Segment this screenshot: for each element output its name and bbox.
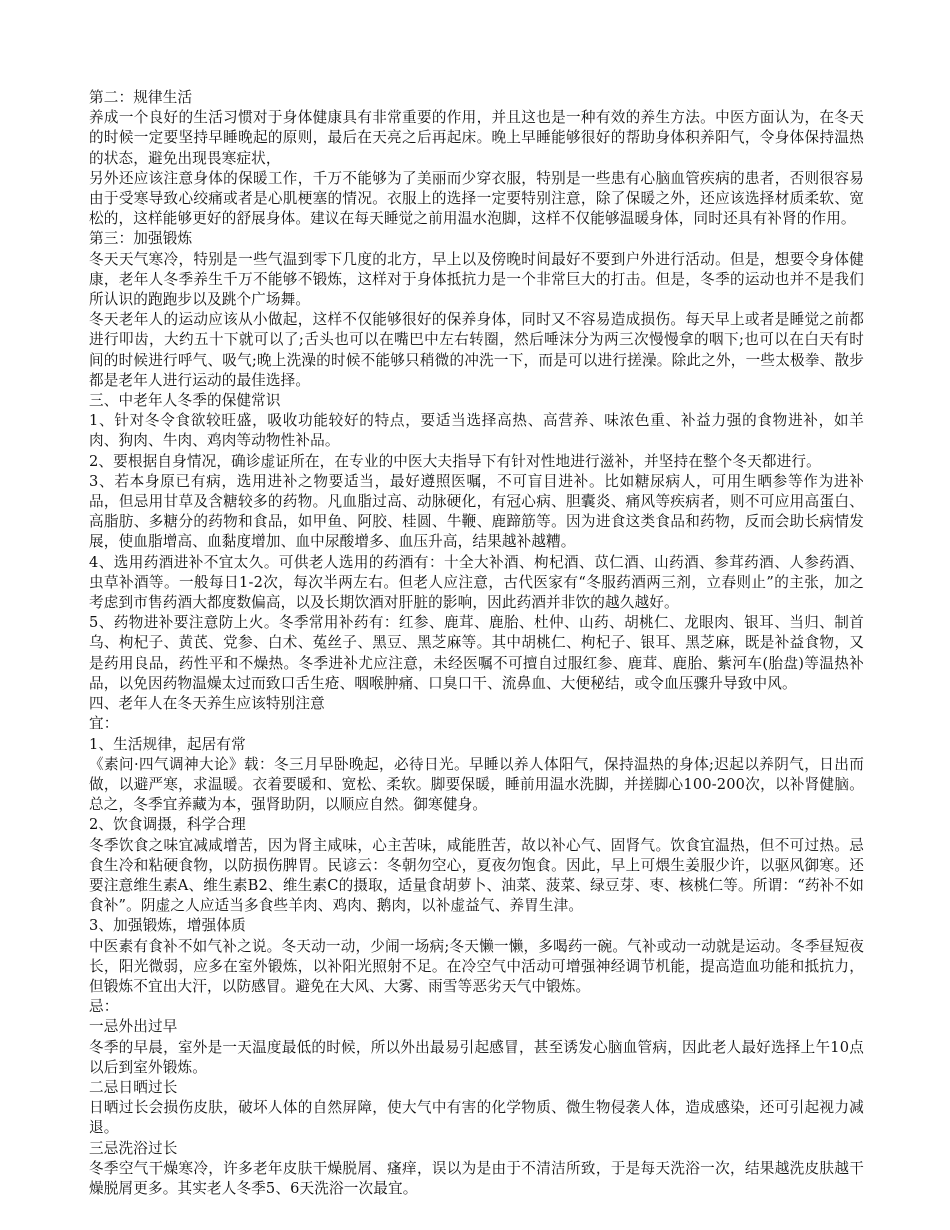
subsection-label: 忌： xyxy=(89,998,119,1016)
list-item: 3、若本身原已有病，选用进补之物要适当，最好遵照医嘱，不可盲目进补。比如糖尿病人，可用生晒参等作为进补品，但忌用甘草及含糖较多的药物。凡血脂过高、动脉硬化，有冠心病、胆囊炎、痛风等疾病者，则不可应用高蛋白、高脂肪、多糖分的药物和食品，如甲鱼、阿胶、桂圆、牛鞭、鹿蹄筋等。因为进食这类食品和药物，反而会助长病情发展，使血脂增高、血黏度增加、血中尿酸增多、血压升高，结果越补越糟。 xyxy=(89,472,864,551)
list-item: 4、选用药酒进补不宜太久。可供老人选用的药酒有：十全大补酒、枸杞酒、苡仁酒、山药酒、参茸药酒、人参药酒、虫草补酒等。一般每日1-2次，每次半两左右。但老人应注意，古代医家有“冬服药酒两三剂，立春则止”的主张，加之考虑到市售药酒大都度数偏高，以及长期饮酒对肝脏的影响，因此药酒并非饮的越久越好。 xyxy=(89,553,864,612)
list-item: 1、针对冬令食欲较旺盛，吸收功能较好的特点，要适当选择高热、高营养、味浓色重、补益力强的食物进补，如羊肉、狗肉、牛肉、鸡肉等动物性补品。 xyxy=(89,412,864,450)
subsection-heading: 1、生活规律，起居有常 xyxy=(89,735,246,753)
subsection-heading: 2、饮食调摄，科学合理 xyxy=(89,816,246,834)
paragraph: 另外还应该注意身体的保暖工作，千万不能够为了美丽而少穿衣服，特别是一些患有心脑血管疾病的患者，否则很容易由于受寒导致心绞痛或者是心肌梗塞的情况。衣服上的选择一定要特别注意，除了保暖之外，还应该选择材质柔软、宽松的，这样能够更好的舒展身体。建议在每天睡觉之前用温水泡脚，这样不仅能够温暖身体，同时还具有补肾的作用。 xyxy=(89,169,864,228)
paragraph: 中医素有食补不如气补之说。冬天动一动，少闹一场病;冬天懒一懒，多喝药一碗。气补或动一动就是运动。冬季昼短夜长，阳光微弱，应多在室外锻炼，以补阳光照射不足。在冷空气中活动可增强神经调节机能，提高造血功能和抵抗力，但锻炼不宜出大汗，以防感冒。避免在大风、大雾、雨雪等恶劣天气中锻炼。 xyxy=(89,937,864,995)
section-heading: 四、老年人在冬天养生应该特别注意 xyxy=(89,695,325,713)
paragraph: 冬天老年人的运动应该从小做起，这样不仅能够很好的保养身体，同时又不容易造成损伤。每天早上或者是睡觉之前都进行叩齿，大约五十下就可以了;舌头也可以在嘴巴中左右转圈，然后唾沫分为两三次慢慢拿的咽下;也可以在白天有时间的时候进行呼气、吸气;晚上洗澡的时候不能够只稍微的冲洗一下，而是可以进行搓澡。除此之外，一些太极拳、散步都是老年人进行运动的最佳选择。 xyxy=(89,311,864,389)
subsection-label: 宜： xyxy=(89,715,119,733)
paragraph: 养成一个良好的生活习惯对于身体健康具有非常重要的作用，并且这也是一种有效的养生方法。中医方面认为，在冬天的时候一定要坚持早睡晚起的原则，最后在天亮之后再起床。晚上早睡能够很好的帮助身体积养阳气，令身体保持温热的状态，避免出现畏寒症状， xyxy=(89,109,864,167)
section-heading: 三、中老年人冬季的保健常识 xyxy=(89,392,281,410)
subsection-heading: 三忌洗浴过长 xyxy=(89,1139,178,1157)
section-heading: 第二：规律生活 xyxy=(89,89,193,106)
list-item: 2、要根据自身情况，确诊虚证所在，在专业的中医大夫指导下有针对性地进行滋补，并坚持在整个冬天都进行。 xyxy=(89,452,821,470)
paragraph: 冬季饮食之味宜减咸增苦，因为肾主咸味，心主苦味，咸能胜苦，故以补心气、固肾气。饮食宜温热，但不可过热。忌食生冷和粘硬食物，以防损伤脾胃。民谚云：冬朝勿空心，夏夜勿饱食。因此，早上可煨生姜服少许，以驱风御寒。还要注意维生素A、维生素B2、维生素C的摄取，适量食胡萝卜、油菜、菠菜、绿豆芽、枣、核桃仁等。所谓：“药补不如食补”。阴虚之人应适当多食些羊肉、鸡肉、鹅肉，以补虚益气、养胃生津。 xyxy=(89,836,864,915)
list-item: 5、药物进补要注意防上火。冬季常用补药有：红参、鹿茸、鹿胎、杜仲、山药、胡桃仁、龙眼肉、银耳、当归、制首乌、枸杞子、黄芪、党参、白术、菟丝子、黑豆、黑芝麻等。其中胡桃仁、枸杞子、银耳、黑芝麻，既是补益食物，又是药用良品，药性平和不燥热。冬季进补尤应注意，未经医嘱不可擅自过服红参、鹿茸、鹿胎、紫河车(胎盘)等温热补品，以免因药物温燥太过而致口舌生疮、咽喉肿痛、口臭口干、流鼻血、大便秘结，或令血压骤升导致中风。 xyxy=(89,614,864,692)
paragraph: 冬季的早晨，室外是一天温度最低的时候，所以外出最易引起感冒，甚至诱发心脑血管病，因此老人最好选择上午10点以后到室外锻炼。 xyxy=(89,1038,864,1076)
subsection-heading: 二忌日晒过长 xyxy=(89,1078,178,1096)
paragraph: 《素问·四气调神大论》载：冬三月早卧晚起，必待日光。早睡以养人体阳气，保持温热的身体;迟起以养阴气，日出而做，以避严寒，求温暖。衣着要暖和、宽松、柔软。脚要保暖，睡前用温水洗脚，并搓脚心100-200次，以补肾健脑。总之，冬季宜养藏为本，强肾助阴，以顺应自然。御寒健身。 xyxy=(89,755,864,814)
section-heading: 第三：加强锻炼 xyxy=(89,230,193,248)
subsection-heading: 一忌外出过早 xyxy=(89,1018,178,1036)
document-body xyxy=(89,88,864,1199)
paragraph: 冬季空气干燥寒冷，许多老年皮肤干燥脱屑、瘙痒，误以为是由于不清洁所致，于是每天洗浴一次，结果越洗皮肤越干燥脱屑更多。其实老人冬季5、6天洗浴一次最宜。 xyxy=(89,1159,864,1197)
paragraph: 日晒过长会损伤皮肤，破坏人体的自然屏障，使大气中有害的化学物质、微生物侵袭人体，造成感染，还可引起视力减退。 xyxy=(89,1099,864,1137)
subsection-heading: 3、加强锻炼，增强体质 xyxy=(89,917,246,935)
paragraph: 冬天天气寒冷，特别是一些气温到零下几度的北方，早上以及傍晚时间最好不要到户外进行活动。但是，想要令身体健康，老年人冬季养生千万不能够不锻炼，这样对于身体抵抗力是一个非常巨大的打击。但是，冬季的运动也并不是我们所认识的跑跑步以及跳个广场舞。 xyxy=(89,250,864,309)
